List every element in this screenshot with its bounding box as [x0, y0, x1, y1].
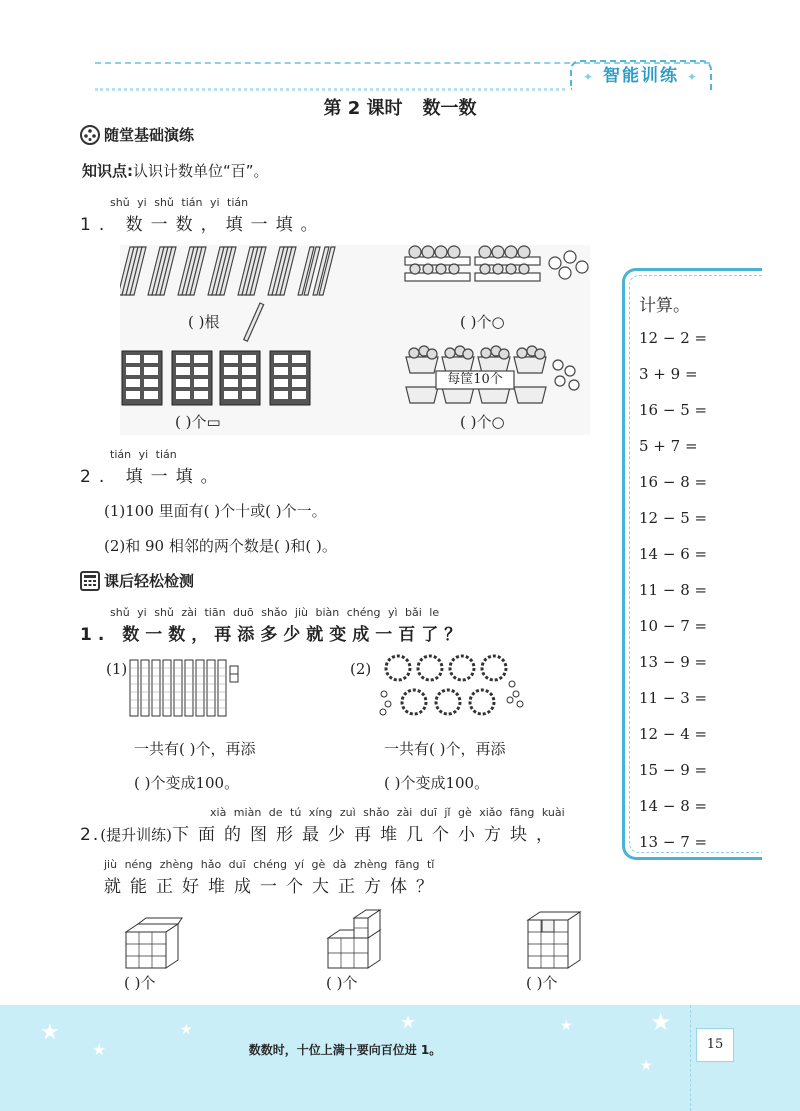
- calc-item[interactable]: 15 − 9 =: [639, 761, 708, 779]
- calc-item[interactable]: 12 − 4 =: [639, 725, 708, 743]
- header-badge: [570, 60, 712, 90]
- p1-question: [80, 620, 467, 645]
- lesson-number: 第 2 课时: [323, 98, 403, 119]
- star-icon: ★: [640, 1058, 653, 1074]
- header-dotted-line: [95, 88, 565, 91]
- p2-text-1: 下面的图形最少再堆几个小方块，: [171, 825, 562, 845]
- calc-item[interactable]: 13 − 9 =: [639, 653, 708, 671]
- circle-icon: ○: [491, 313, 505, 331]
- q1-illustration: [120, 245, 590, 435]
- q2-part-1[interactable]: (1)100 里面有( )个十或( )个一。: [104, 502, 327, 520]
- badge-text: 智能训练: [603, 66, 679, 86]
- p1-answer-2b[interactable]: ( )个变成100。: [384, 774, 490, 792]
- p1-answer-2a[interactable]: 一共有( )个，再添: [384, 740, 506, 758]
- calc-item[interactable]: 16 − 5 =: [639, 401, 708, 419]
- page-number: 15: [696, 1028, 734, 1062]
- basket-label: 每筐10个: [447, 372, 503, 387]
- p1-sub2-label: (2): [350, 660, 372, 678]
- cube-stack-3: [526, 908, 596, 970]
- q1-question: [80, 210, 326, 235]
- p2-answer-2[interactable]: ( )个: [326, 974, 358, 992]
- p2-number: 2.: [80, 825, 101, 845]
- calculator-icon: [80, 571, 100, 591]
- q2-text: 填一填。: [125, 467, 226, 487]
- p1-pinyin: shǔ yi shǔ zài tiān duō shǎo jiù biàn chéng yì bǎi le: [110, 606, 440, 619]
- section-title: 课后轻松检测: [104, 572, 195, 590]
- star-icon: ★: [400, 1012, 417, 1033]
- p2-tag: (提升训练): [100, 826, 172, 844]
- q1-pinyin: shǔ yi shǔ tián yi tián: [110, 196, 249, 209]
- lesson-name: 数一数: [422, 98, 477, 119]
- q1-text: 数一数，填一填。: [125, 215, 326, 235]
- p1-sub1-label: (1): [106, 660, 128, 678]
- section-title: 随堂基础演练: [104, 126, 195, 144]
- footer-tip: 数数时，十位上满十要向百位进 1。: [248, 1043, 442, 1057]
- q1-number: 1.: [80, 215, 113, 235]
- star-icon: ★: [92, 1040, 107, 1059]
- p1-answer-1a[interactable]: 一共有( )个，再添: [134, 740, 256, 758]
- calc-item[interactable]: 13 − 7 =: [639, 833, 708, 851]
- cube-stack-2: [326, 908, 396, 970]
- answer-baskets-text: ( )个: [460, 413, 492, 431]
- q2-part-2[interactable]: (2)和 90 相邻的两个数是( )和( )。: [104, 537, 337, 555]
- apple-icon: ○: [491, 413, 505, 431]
- footer-divider: [690, 1005, 691, 1111]
- bead-rings-figure: [378, 654, 528, 726]
- film-reel-icon: [80, 125, 100, 145]
- p2-question-line1: [80, 820, 562, 845]
- answer-grid-text: ( )个: [175, 413, 207, 431]
- q2-number: 2.: [80, 467, 113, 487]
- p2-answer-1[interactable]: ( )个: [124, 974, 156, 992]
- calculation-sidebar: [622, 268, 762, 860]
- calc-item[interactable]: 12 − 5 =: [639, 509, 708, 527]
- cube-stack-1: [124, 908, 194, 970]
- cube-rods-figure: [128, 656, 248, 722]
- knowledge-point: [82, 160, 269, 181]
- calc-item[interactable]: 5 + 7 =: [639, 437, 698, 455]
- knowledge-label: 知识点:: [82, 162, 133, 180]
- answer-sticks[interactable]: ( )根: [188, 313, 220, 331]
- sidebar-title: 计算。: [639, 296, 690, 316]
- section-heading-test: [80, 570, 194, 591]
- p2-pinyin-1: xià miàn de tú xíng zuì shǎo zài duī jǐ gè xiǎo fāng kuài: [210, 806, 565, 819]
- calc-item[interactable]: 11 − 8 =: [639, 581, 708, 599]
- star-icon: ★: [650, 1008, 672, 1036]
- calc-item[interactable]: 12 − 2 =: [639, 329, 708, 347]
- answer-grid[interactable]: [175, 411, 221, 432]
- q2-pinyin: tián yi tián: [110, 448, 177, 461]
- p2-pinyin-2: jiù néng zhèng hǎo duī chéng yí gè dà zhèng fāng tǐ: [104, 858, 435, 871]
- answer-baskets[interactable]: [460, 411, 505, 432]
- p1-number: 1.: [80, 625, 111, 645]
- answer-apples[interactable]: [460, 311, 505, 332]
- star-icon: ★: [40, 1020, 60, 1045]
- calc-item[interactable]: 14 − 8 =: [639, 797, 708, 815]
- p1-answer-1b[interactable]: ( )个变成100。: [134, 774, 240, 792]
- calc-item[interactable]: 3 + 9 =: [639, 365, 698, 383]
- calc-item[interactable]: 11 − 3 =: [639, 689, 708, 707]
- star-icon: ✦: [686, 70, 699, 84]
- q2-question: [80, 462, 226, 487]
- star-icon: ★: [560, 1018, 573, 1034]
- answer-apples-text: ( )个: [460, 313, 492, 331]
- p2-answer-3[interactable]: ( )个: [526, 974, 558, 992]
- star-icon: ★: [180, 1022, 193, 1038]
- p2-text-2: 就能正好堆成一个大正方体？: [104, 877, 442, 897]
- section-heading-practice: [80, 124, 194, 145]
- knowledge-text: 认识计数单位“百”。: [133, 162, 269, 180]
- p1-text: 数一数，再添多少就变成一百了？: [122, 625, 468, 645]
- calc-item[interactable]: 10 − 7 =: [639, 617, 708, 635]
- q1-figure: [120, 245, 590, 435]
- star-icon: ✦: [583, 70, 596, 84]
- page-title: [0, 94, 800, 120]
- calc-item[interactable]: 16 − 8 =: [639, 473, 708, 491]
- calc-item[interactable]: 14 − 6 =: [639, 545, 708, 563]
- rectangle-icon: ▭: [206, 413, 221, 431]
